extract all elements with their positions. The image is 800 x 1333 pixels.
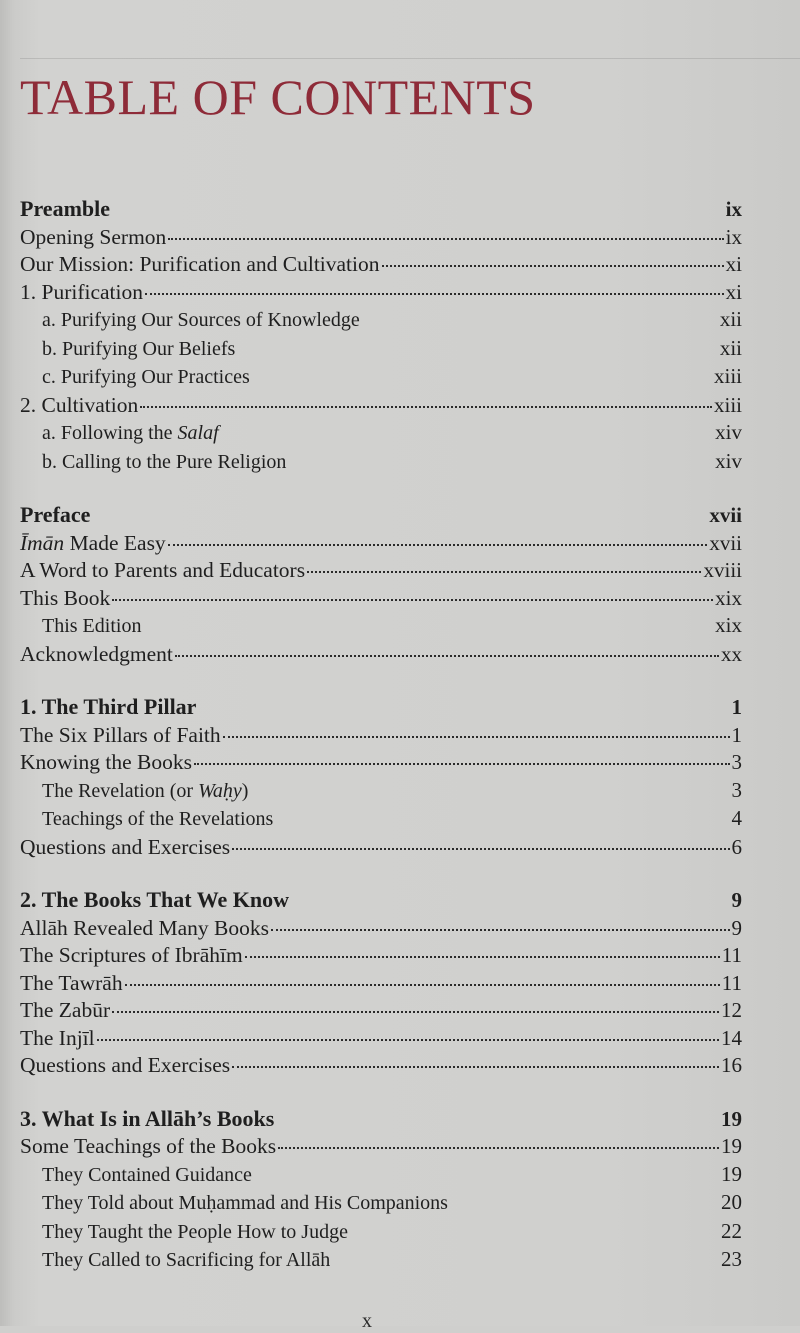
dot-leader (271, 929, 730, 931)
toc-subentry[interactable] (20, 448, 742, 477)
toc-entry[interactable] (20, 530, 742, 558)
entry-page-number: 4 (731, 806, 742, 830)
entry-label: b. Calling to the Pure Religion (42, 450, 287, 473)
dot-leader (175, 655, 719, 657)
entry-label: b. Purifying Our Beliefs (42, 337, 236, 360)
entry-label: They Called to Sacrificing for Allāh (42, 1249, 331, 1271)
section-heading-label: Preamble (20, 196, 111, 221)
entry-page-number: xiii (713, 392, 742, 417)
entry-label: The Six Pillars of Faith (20, 722, 221, 747)
entry-label: c. Purifying Our Practices (42, 366, 250, 388)
toc-subentry[interactable] (20, 1189, 742, 1218)
dot-leader (97, 1039, 719, 1041)
toc-subentry[interactable] (20, 335, 742, 364)
table-of-contents (20, 195, 742, 1300)
entry-page-number: xix (715, 585, 742, 610)
entry-page-number: ix (725, 224, 742, 249)
dot-leader (168, 238, 723, 240)
entry-label: Questions and Exercises (20, 834, 231, 859)
toc-entry[interactable] (20, 392, 742, 420)
toc-subentry[interactable] (20, 1218, 742, 1247)
toc-entry[interactable] (20, 641, 742, 669)
entry-page-number: xii (719, 335, 742, 360)
section-heading-label: Preface (20, 502, 91, 527)
entry-page-number: xiv (715, 448, 742, 473)
toc-entry[interactable] (20, 1025, 742, 1053)
entry-label (42, 420, 219, 448)
toc-subentry[interactable] (20, 777, 742, 806)
toc-subentry[interactable] (20, 419, 742, 448)
toc-section-heading[interactable] (20, 693, 742, 722)
section-heading-page-number: xvii (709, 503, 742, 527)
dot-leader (168, 544, 708, 546)
dot-leader (145, 293, 724, 295)
toc-entry[interactable] (20, 557, 742, 585)
entry-label: They Taught the People How to Judge (42, 1220, 348, 1243)
entry-label: Opening Sermon (20, 224, 167, 249)
entry-label: The Zabūr (20, 998, 111, 1022)
dot-leader (112, 599, 713, 601)
entry-page-number: xi (725, 252, 742, 276)
entry-label: Allāh Revealed Many Books (20, 915, 269, 940)
entry-label: 1. Purification (20, 279, 144, 304)
toc-entry[interactable] (20, 722, 742, 750)
dot-leader (140, 406, 712, 408)
entry-page-number: 16 (721, 1053, 742, 1077)
entry-page-number: 22 (721, 1218, 742, 1243)
toc-entry[interactable] (20, 834, 742, 862)
toc-subentry[interactable] (20, 363, 742, 392)
entry-label: They Contained Guidance (42, 1163, 252, 1186)
toc-subentry[interactable] (20, 805, 742, 834)
entry-page-number: 20 (721, 1190, 742, 1214)
dot-leader (194, 763, 730, 765)
section-heading-label: 1. The Third Pillar (20, 694, 197, 719)
entry-page-number: xx (721, 641, 742, 666)
entry-label: Acknowledgment (20, 641, 173, 666)
entry-page-number: 23 (721, 1247, 742, 1271)
entry-label-italic: Salaf (177, 422, 219, 444)
toc-entry[interactable] (20, 224, 742, 252)
entry-page-number: xvii (709, 530, 742, 555)
toc-entry[interactable] (20, 997, 742, 1025)
entry-label: 2. Cultivation (20, 392, 139, 417)
entry-page-number: xii (719, 307, 742, 331)
section-heading-label: 3. What Is in Allāh’s Books (20, 1105, 275, 1131)
ghost-rule (20, 58, 800, 59)
entry-label: This Book (20, 585, 111, 610)
section-heading-page-number: 19 (721, 1106, 742, 1131)
entry-page-number: xviii (703, 558, 742, 582)
dot-leader (232, 1066, 719, 1068)
toc-section-heading[interactable] (20, 501, 742, 530)
entry-page-number: 14 (721, 1025, 742, 1050)
toc-section-heading[interactable] (20, 886, 742, 915)
toc-section (20, 501, 742, 668)
entry-label: This Edition (42, 615, 142, 637)
section-heading-page-number: 9 (731, 888, 742, 912)
dot-leader (125, 984, 720, 986)
entry-page-number: 19 (721, 1134, 742, 1158)
entry-label (42, 778, 248, 806)
toc-entry[interactable] (20, 749, 742, 777)
toc-entry[interactable] (20, 915, 742, 943)
entry-label: Our Mission: Purification and Cultivation (20, 252, 380, 276)
entry-page-number: xiii (713, 364, 742, 388)
toc-subentry[interactable] (20, 612, 742, 641)
toc-subentry[interactable] (20, 1161, 742, 1190)
entry-label: A Word to Parents and Educators (20, 558, 306, 582)
toc-entry[interactable] (20, 585, 742, 613)
toc-subentry[interactable] (20, 306, 742, 335)
entry-label: The Tawrāh (20, 970, 123, 995)
entry-page-number: 11 (721, 943, 742, 967)
entry-page-number: 11 (721, 970, 742, 995)
section-heading-page-number: ix (725, 197, 742, 221)
entry-label: a. Purifying Our Sources of Knowledge (42, 309, 360, 331)
toc-entry[interactable] (20, 251, 742, 279)
entry-label: Questions and Exercises (20, 1053, 231, 1077)
entry-label: Knowing the Books (20, 750, 192, 774)
entry-page-number: 9 (731, 915, 742, 940)
toc-section (20, 1105, 742, 1275)
toc-section-heading[interactable] (20, 1105, 742, 1134)
entry-label-prefix: The Revelation (or (42, 779, 199, 802)
entry-page-number: 12 (721, 998, 742, 1022)
entry-label-prefix: a. Following the (42, 422, 178, 444)
entry-label-suffix: Made Easy (64, 530, 166, 555)
dot-leader (245, 956, 720, 958)
entry-label: Teachings of the Revelations (42, 808, 274, 830)
entry-page-number: 3 (731, 777, 742, 802)
page-title: TABLE OF CONTENTS (20, 69, 536, 125)
toc-entry[interactable] (20, 279, 742, 307)
entry-label (20, 530, 166, 558)
dot-leader (382, 265, 724, 267)
toc-section (20, 693, 742, 861)
dot-leader (278, 1147, 719, 1149)
dot-leader (232, 848, 729, 850)
entry-label-italic: Waḥy (198, 779, 242, 802)
toc-section (20, 886, 742, 1080)
entry-page-number: 19 (721, 1161, 742, 1186)
entry-page-number: xix (715, 613, 742, 637)
toc-entry[interactable] (20, 970, 742, 998)
entry-page-number: 1 (731, 722, 742, 747)
toc-section (20, 195, 742, 476)
dot-leader (307, 571, 701, 573)
entry-label-italic: Īmān (20, 530, 65, 555)
dot-leader (112, 1011, 719, 1013)
entry-page-number: 6 (731, 834, 742, 859)
toc-entry[interactable] (20, 1052, 742, 1080)
entry-page-number: xi (725, 279, 742, 304)
section-heading-page-number: 1 (731, 695, 742, 719)
section-heading-label: 2. The Books That We Know (20, 887, 289, 912)
entry-label-suffix: ) (241, 779, 249, 802)
entry-page-number: 3 (731, 750, 742, 774)
entry-label: The Scriptures of Ibrāhīm (20, 943, 243, 967)
page-folio: x (362, 1310, 372, 1332)
dot-leader (223, 736, 730, 738)
entry-label: They Told about Muḥammad and His Companions (42, 1192, 448, 1214)
entry-label: The Injīl (20, 1025, 95, 1050)
toc-entry[interactable] (20, 942, 742, 970)
toc-entry[interactable] (20, 1133, 742, 1161)
toc-section-heading[interactable] (20, 195, 742, 224)
entry-label: Some Teachings of the Books (20, 1134, 277, 1158)
toc-subentry[interactable] (20, 1246, 742, 1275)
entry-page-number: xiv (715, 420, 742, 444)
